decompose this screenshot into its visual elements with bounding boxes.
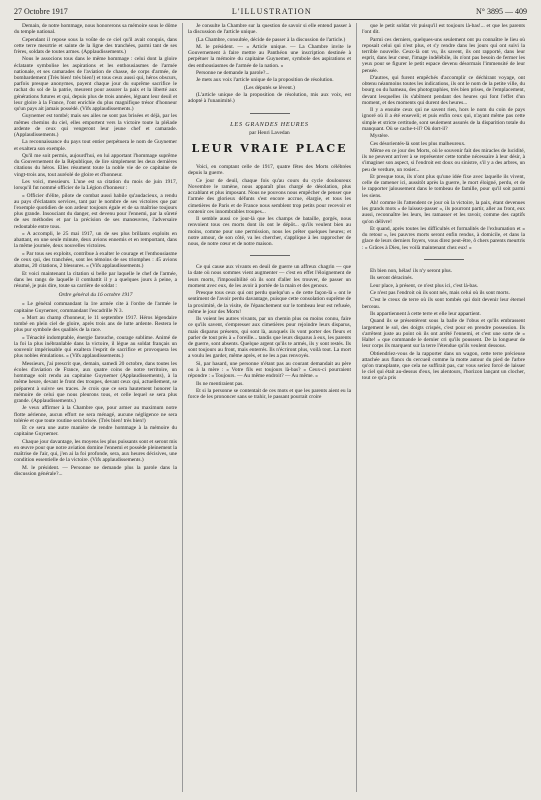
section-rule <box>250 255 290 256</box>
paragraph: que le petit soldat vit puisqu'il est toujours là-bas!... et que les parents l'ont dit. <box>362 23 525 36</box>
paragraph: Et si la personne se contentait de ces mots et que les parents aient eu la force de les prononcer sans se trahir, le passant pourrait croire <box>188 387 351 401</box>
paragraph: « Ténacité indomptable, énergie farouche, courage sublime. Animé de la foi la plus inébranlable dans la victoire, il lègue au soldat français un souvenir impérissable qui exaltera l'esprit de sacrifice et provoquera les plus nobles émulations. » (Vifs applaudissements.) <box>14 334 177 360</box>
paragraph: Qu'il me soit permis, aujourd'hui, en lui apportant l'hommage suprême du Gouvernement de la République, de lire simplement les deux dernières citations du héros. Elles résument toute la noble vie de ce capitaine de vingt-trois ans, tout auréolé de gloire et d'honneur. <box>14 153 177 178</box>
paragraph: Ce qui cause aux vivants en deuil de guerre un affreux chagrin — que la date où nous sommes vient augmenter — c'est en effet l'éloignement de leurs morts, l'impossibilité où ils sont d'aller les trouver, de passer un moment avec eux, de les avoir à portée de la main et des genoux. <box>188 264 351 289</box>
paragraph: Ah! comme ils l'attendent ce jour où la victoire, la paix, étant devenues les grands mots « de laissez-passer », ils pourront partir, aller au front, eux aussi, reconnaître les leurs, les ramasser et les ravoir, comme des captifs qu'on délivre! <box>362 199 525 225</box>
paragraph: Ce jour de deuil, chaque fois qu'au cours du cycle douloureux Novembre le ramène, nous apparaît plus chargé de désolation, plus accablant et plus imposant. Nous ne pouvons nous empêcher de penser que l'armée des glorieux défunts s'est encore accrue, élargie, et tous les cimetières de Paris et de France nous semblent trop petits pour recevoir et contenir ces innombrables troupes... <box>188 177 351 215</box>
paragraph: Nous le associons tous dans le même hommage : celui dont la gloire éclatante symbolise les aspirations et les enthousiasmes de l'armée nationale, et ses camarades de l'aviation de chasse, de corps d'armée, de bombardement (Très bien! très bien!) et tous ceux aussi qui, héros obscurs, parfois presque anonymes, payent chaque jour du suprême sacrifice le rachat du sol de la patrie, meurent pour assurer la paix et la liberté aux générations futures et qui, depuis plus de trois années, léguant leur deuil et leur gloire à la France, l'ont enrichie du plus magnifique trésor d'honneur qu'un pays ait jamais possédé. (Vifs applaudissements.) <box>14 56 177 113</box>
paragraph: Leur place, à présent, ce n'est plus ici, c'est là-bas. <box>370 282 479 289</box>
header-title: L'ILLUSTRATION <box>231 6 312 16</box>
paragraph: Il y a ensuite ceux qui ne savent rien, hors le nom du coin de pays ignoré où il a été enseveli; et puis enfin ceux qui, n'ayant même pas cette simple et stricte certitude, sont seulement assurés de la disparition totale du manquant. Où se cache-t-il? Où dort-il? <box>362 107 525 132</box>
paragraph: C'est le creux de terre où ils sont tombés qui doit devenir leur éternel berceau. <box>362 297 525 310</box>
paragraph: Et presque tous, ils n'ont plus qu'une idée fixe avec laquelle ils vivent, celle de ramener ici, aussitôt après la guerre, le mort éloigné, perdu, et de le rapporter jalousement dans le tombeau de famille, pour qu'il soit parmi les siens. <box>362 173 525 199</box>
paragraph: « Le général commandant la 1re armée cite à l'ordre de l'armée le capitaine Guynemer, commandant l'escadrille N 3. <box>14 301 177 314</box>
article-author: par Henri Lavedan <box>249 129 290 136</box>
column-divider-1 <box>182 23 183 792</box>
paragraph: Je mets aux voix l'article unique de la proposition de résolution. <box>196 77 334 84</box>
paragraph: (L'article unique de la proposition de résolution, mis aux voix, est adopté à l'unanimité.) <box>188 92 351 105</box>
column-1 <box>14 23 177 794</box>
paragraph: D'autres, qui furent empêchés d'accomplir ce déchirant voyage, ont obtenu néanmoins toutes les indications, ils ont le nom de la petite ville, du bourg ou du hameau, des photographies, très bien prises, de l'emplacement, devant lesquelles ils s'abîment pendant des heures qui font l'effet d'un moment, et des moments qui durent des heures... <box>362 75 525 106</box>
paragraph: Demain, de notre hommage, nous honorerons sa mémoire sous le dôme du temple national. <box>14 23 177 36</box>
paragraph: Eh bien non, hélas! ils n'y seront plus. <box>370 267 452 274</box>
article-title: LEUR VRAIE PLACE <box>191 141 348 155</box>
page-header <box>14 4 527 18</box>
header-date: 27 Octobre 1917 <box>14 6 68 16</box>
paragraph: Mystère. <box>370 133 390 140</box>
paragraph: Les voici, messieurs. L'une est sa citation du mois de juin 1917, lorsqu'il fut nommé officier de la Légion d'honneur : <box>14 179 177 192</box>
header-rule <box>14 19 527 20</box>
paragraph: Si, par hasard, une personne n'étant pas au courant demandait au père ou à la mère : « Votre fils est toujours là-bas? » Ceux-ci pourraient répondre : « Toujours. — Au même endroit? — Au même. » <box>188 360 351 380</box>
paragraph: Chaque jour davantage, les moyens les plus puissants sont et seront mis en œuvre pour que notre aviation domine l'ennemi et possède pleinement la maîtrise de l'air, qui, j'en ai la foi profonde, sera, aux heures décisives, une condition essentielle de la victoire. (Vifs applaudissements.) <box>14 438 177 464</box>
paragraph: Ils ne mentiraient pas. <box>196 380 244 387</box>
column-divider-2 <box>356 23 357 792</box>
column-3 <box>362 23 525 794</box>
paragraph: (Les députés se lèvent.) <box>244 84 295 91</box>
paragraph: Ils appartiennent à cette terre et elle leur appartient. <box>370 310 481 317</box>
section-rule <box>250 113 290 114</box>
paragraph: Presque tous ceux qui ont perdu quelqu'un « de cette façon-là » ont le sentiment de l'avoir perdu davantage, puisque cette consolation suprême de la proximité, de la visite, de l'épanchement sur le tombeau leur est refusée, même le jour des Morts! <box>188 290 351 315</box>
paragraph: Ces désorientés-là sont les plus malheureux. <box>370 140 466 147</box>
paragraph: « Officier d'élite, pilote de combat aussi habile qu'audacieux, a rendu au pays d'éclatants services, tant par le nombre de ses victoires que par l'exemple quotidien de son ardeur toujours égale et de sa maîtrise toujours plus grande. Insouciant du danger, est devenu pour l'ennemi, par la sûreté de ses méthodes et par la précision de ses manœuvres, l'adversaire redoutable entre tous. <box>14 192 177 230</box>
paragraph: Ils voient les autres vivants, par un chemin plus ou moins connu, faire ce qu'ils savent, s'empresser aux cimetières pour rejoindre leurs disparus, mais disparus présents, qui sont là, auxquels ils vont porter des fleurs et parler de tout près à « l'oreille... tandis que leurs disparus à eux, les parents de guerre, sont absents. Quelque argent qu'ils te armés, ils y sont restés. Ils sont toujours au front, mais enterrés. Ils n'écriront plus, voilà tout. La mort a voulu les garder, même après, et ne les a pas renvoyés. <box>188 316 351 360</box>
paragraph: Et ce sera une autre manière de rendre hommage à la mémoire du capitaine Guynemer. <box>14 425 177 438</box>
paragraph: M. le président. — « Article unique. — La Chambre invite le Gouvernement à faire mettre au Panthéon une inscription destinée à perpétuer la mémoire du capitaine Guynemer, symbole des aspirations et des enthousiasmes de l'armée de la nation. » <box>188 43 351 69</box>
paragraph: Je veux affirmer à la Chambre que, pour armer au maximum notre flotte aérienne, aucun effort ne sera ménagé, aucune négligence ne sera tolérée et que toute routine sera brisée. (Très bien! très bien!) <box>14 405 177 424</box>
paragraph: Obtiendriez-vous de la rapporter dans un wagon, cette terre précieuse attachée aux flancs du cercueil comme la motte autour du pied de l'arbre qu'on transplante, que cela ne suffirait pas, car vous seriez forcé de laisser le ciel qui était au-dessus d'eux, les alentours, l'horizon lançant un clocher, tout ce qu'a pris <box>362 350 525 382</box>
paragraph: Ils seront déracinés. <box>370 275 413 282</box>
paragraph: Guynemer est tombé; mais ses ailes ne sont pas brisées et déjà, par les mêmes chemins du ciel, elles emportent vers la victoire toute la pléiade ardente de ceux qui vengeront leur jeune chef et camarade. (Applaudissements.) <box>14 113 177 139</box>
column-2 <box>188 23 351 794</box>
paragraph: Personne ne demande la parole?... <box>196 69 270 76</box>
paragraph: Quand ils se présentèrent sous la balle de l'obus et qu'ils embrassent largement le sol, des doigts crispés, c'est pour en prendre possession. Ils s'arrêtent juste au point où ils ont arrêté l'ennemi, et c'est une sorte de « Halte! » que commande le dernier cri qu'ils poussent. De la longueur de leur corps ils marquent sur la terre l'étendue qu'ils veulent dessous. <box>362 318 525 350</box>
paragraph: Même en ce jour des Morts, où le souvenir fait des miracles de lucidité, ils ne peuvent arriver à se représenter cette tombe nécessaire à leur désir, à s'imaginer son aspect, si l'endroit est doux ou sinistre, s'il y a des arbres, un peu de verdure, un rosier... <box>362 147 525 173</box>
paragraph: Parmi ces derniers, quelques-uns seulement ont pu connaître le lieu où reposait celui qui n'est plus, et s'y rendre dans les jours qui ont suivi la terrible nouvelle. Ceux-là ont vu, ils savent, ils ont rapporté, dans leur esprit, dans leur cœur, l'image indélébile, ils n'ont pas besoin de fermer les yeux pour se figurer le petit espace devenu désormais l'immensité de leur pensée. <box>362 36 525 74</box>
paragraph: Messieurs, j'ai prescrit que, demain, samedi 20 octobre, dans toutes les écoles d'aviation de France, aux quatre coins de notre territoire, un hommage soit rendu au capitaine Guynemer (Applaudissements), à la même heure, devant le front des troupes, devant ceux qui, actuellement, se préparent à suivre ses traces. Je crois que ce sera hautement honorer la mémoire de celui que nous pleurons tous, et celle lequel se sera plus grande. (Applaudissements.) <box>14 360 177 405</box>
section-rule <box>424 259 464 260</box>
paragraph: Ce n'est pas l'endroit où ils sont nés, mais celui où ils sont morts. <box>370 289 510 296</box>
paragraph: Je consulte la Chambre sur la question de savoir si elle entend passer à la discussion de l'article unique. <box>188 23 351 36</box>
paragraph: Cependant il repose sous la voûte de ce ciel qu'il avait conquis, dans cette terre meurtrie et sainte de la ligne des tranchées, parmi tant de ses frères, soldats de toutes armes. (Applaudissements.) <box>14 36 177 55</box>
paragraph: « Mort au champ d'honneur, le 11 septembre 1917. Héros légendaire tombé en plein ciel de gloire, après trois ans de lutte ardente. Restera le plus pur symbole des qualités de la race. <box>14 315 177 334</box>
paragraph: M. le président. — Personne ne demande plus la parole dans la discussion générale?... <box>14 464 177 477</box>
header-page-number: N° 3895 — 409 <box>476 6 527 16</box>
paragraph: (La Chambre, consultée, décide de passer à la discussion de l'article.) <box>196 36 346 43</box>
paragraph: « Par tous ses exploits, contribue à exalter le courage et l'enthousiasme de ceux qui, des tranchées, sont les témoins de ses triomphes : 45 avions abattus, 20 citations, 2 blessures. » (Vifs applaudissements.) <box>14 250 177 270</box>
paragraph: Et voici maintenant la citation si belle par laquelle le chef de l'armée, dans les rangs de laquelle il combattit il y a quelques jours à peine, a résumé, je puis dire, toute sa carrière de soldat : <box>14 270 177 289</box>
paragraph: Et quand, après toutes les difficultés et formalités de l'exhumation et « du retour », les pauvres morts seront enfin rendus, à domicile, et dans la glace de leurs derniers foyers, vous direz peut-être, ô chers parents meurtris : « Grâces à Dieu, les voilà maintenant chez eux! » <box>362 225 525 251</box>
section-title: LES GRANDES HEURES <box>230 120 309 128</box>
paragraph: La reconnaissance du pays tout entier perpétuera le nom de Guynemer et exaltera son exemple. <box>14 139 177 152</box>
paragraph: « A accompli, le 25 mai 1917, un de ses plus brillants exploits en abattant, en une seule minute, deux avions ennemis et en remportant, dans la même journée, deux nouvelles victoires. <box>14 231 177 250</box>
paragraph: Voici, en comptant celle de 1917, quatre fêtes des Morts célébrées depuis la guerre. <box>188 164 351 177</box>
order-title: Ordre général du 16 octobre 1917 <box>58 292 133 299</box>
paragraph: Il semble aussi ce jour-là que les champs de bataille, gorgés, nous renvoient tous ces morts dont ils ont le dépôt... qu'ils veulent bien au moins, comme pour une permission, nous les prêter quelques heures; et notre amour, de son côté, va les chercher, s'applique à les rapprocher de nous, de notre cœur et de notre maison. <box>188 216 351 247</box>
